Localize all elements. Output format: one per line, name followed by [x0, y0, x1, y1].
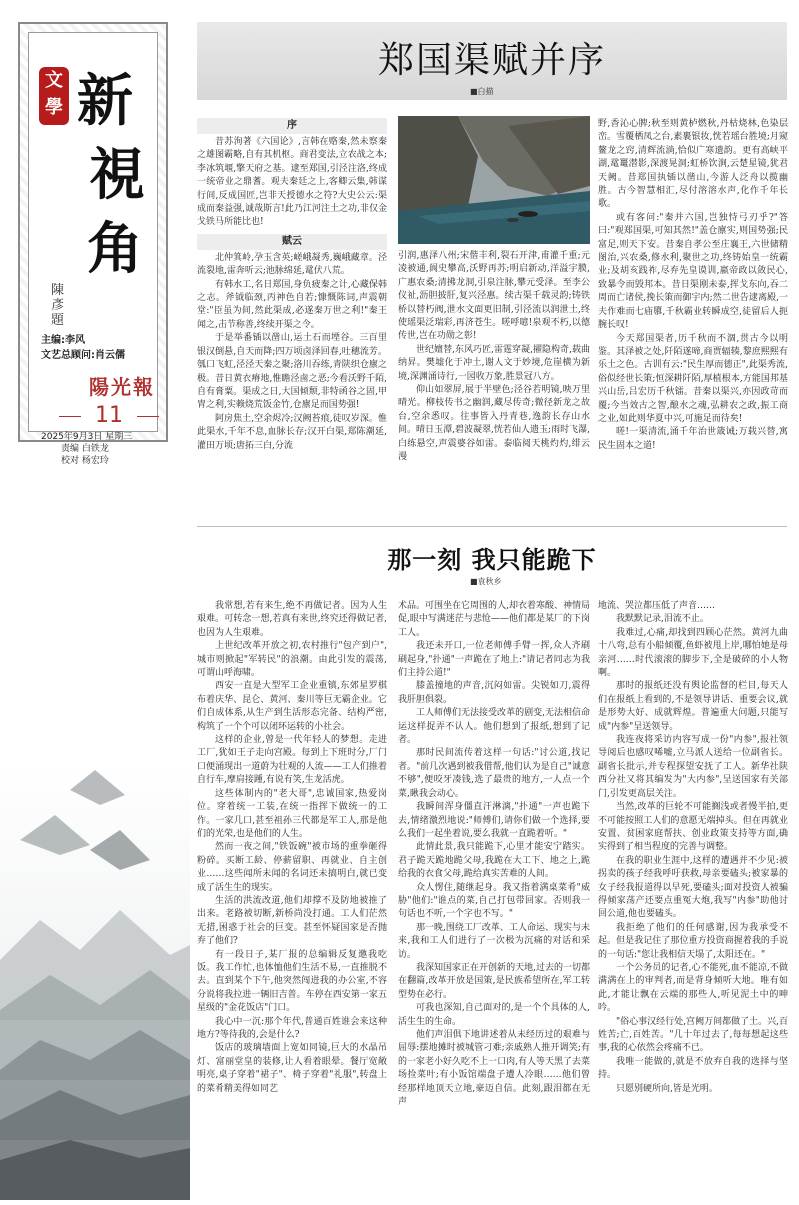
- paragraph: 然而一夜之间,"铁饭碗"被市场的重拳砸得粉碎。买断工龄、停薪留职、再就业、自主创业……这些闻所未闻的名词还未搞明白,就已变成了活生生的现实。: [197, 842, 387, 893]
- paragraph: "俗心事汉经行处,宫阙万间都做了土。兴,百姓苦;亡,百姓苦。"几十年过去了,每每想起这些事,我的心依然会疼痛不已。: [598, 1016, 788, 1054]
- masthead-char: 視: [89, 142, 145, 208]
- paragraph: 地流、哭泣都压低了声音……: [598, 601, 716, 611]
- newspaper-name: 陽光報: [89, 375, 155, 399]
- article2-column-1: [197, 600, 387, 1200]
- paragraph: 在我的职业生涯中,这样的遭遇并不少见:被拐卖的孩子经我呼吁获救,母亲要磕头;被家暴的女子经我报道得以早死,要磕头;面对投资人被骗得倾家荡产还要点重冤大炮,我写"内参"助他讨回公道,他也要磕头。: [598, 855, 788, 920]
- mountain-landscape: [0, 760, 190, 1200]
- article-author: ■袁秋乡: [470, 577, 502, 586]
- ink-landscape-illustration: [0, 760, 190, 1200]
- paragraph: 今天郑国渠者,历千秋而不涸,贯古今以明鉴。其泽被之处,阡陌遂啼,商贾辐辏,黎庶熙熙有乐土之色。古训有云:"民生厚而德正",此渠秀流,俗似经世长策;恒深耕阡陌,厚植根本,方能国邦基兴山岳,吕宏历千秋镭。昔秦以渠兴,亦因政苛而覆;今当效古之智,酿水之魂,弘耕农之政,振工商之业,如此则华夏中兴,可施足而待矣!: [598, 333, 788, 424]
- calligraphy-signature: 陳彥題: [51, 283, 65, 328]
- paragraph: 那时的报纸还没有舆论监督的栏目,每天人们在报纸上看到的,不是领导讲话、重要会议,就是形势大好、成就辉煌。普遍重大问题,只能写成"内参"呈送领导。: [598, 681, 788, 732]
- paragraph: 那时民间流传着这样一句话:"讨公道,找记者。"前几次遇到被我借帮,他们认为是自己"诚意不够",便咬牙凑钱,选了最贵的地方,一人点一个菜,瞅我会动心。: [398, 748, 590, 799]
- article2-column-2: [398, 600, 590, 1200]
- paragraph: 上世纪改革开放之初,农村推行"包产到户",城市则掀起"军转民"的浪潮。由此引发的震荡,可谓山呼海啸。: [197, 641, 387, 679]
- paragraph: 我瞬间浑身僵直汗淋漓,"扑通"一声也跪下去,情绪激烈地说:"师傅们,请你们做一个选择,要么我们一起坐着说,要么我就一直跪着听。": [398, 802, 590, 839]
- chief-editor: 主编:李风: [41, 335, 85, 346]
- paragraph: 野,香沁心脾;秋至则黄栌燃秋,丹枯烧林,色染层峦。雪覆栖凤之台,素裹银妆,恍若瑶台胜境;月窥鳌龙之窍,清辉流淌,恰似广寒遗韵。更有高峡平湖,鼋鼍潜影,深渡晃洞;虹桥饮涧,云楚星镜,犹君天阙。昔郑国执锸以凿山,今游人泛舟以揽幽胜。古今智慧相汇,尽付溶溶水声,化作千年长歌。: [598, 119, 788, 210]
- paragraph: 有一段日子,某厂报的总编辑反复邀我吃饭。我工作忙,也体恤他们生活不易,一直推脱不去。直到某个下午,他突然闯进我的办公室,不容分说将我拉进一辆旧吉普。车停在西安第一家五星级的"金花饭店"门口。: [197, 949, 387, 1014]
- article1-column-3: [598, 118, 788, 526]
- editor-block: [41, 333, 169, 363]
- paragraph: 他们声泪俱下地讲述着从未经历过的艰难与屈辱:摆地摊时被城管刁难;亲戚熟人推开调笑;有的一家老小好久吃不上一口肉,有人等天黑了去菜场捡菜叶;有小饭馆端盘子遭人冷眼……他们曾经那样地顶天立地,豪迈自信。此刻,跟泪都在无声: [398, 1030, 590, 1108]
- badge-char: 學: [45, 97, 63, 118]
- paragraph: 北仲箕岭,孕玉含英;嵯峨凝秀,巍峨藏章。泾流裂地,雷奔听云;池脉绵延,鼋伏八荒。: [197, 252, 387, 277]
- paragraph: 或有客问:"秦并六国,岂独恃弓刃乎?"答曰:"观郑国渠,可知其然!"盖仓廪实,则国势强;民富足,则天下安。昔秦自孝公至庄襄王,六世储精图治,兴农桑,修水利,聚世之功,终铸始皇一统霸业;及胡亥践祚,尽弃先皇谟训,嬴帝政以敛民心,致暴令而毁邦本。昔日渠刚未泰,挥戈东向,吞二周而亡诸侯,挽长策而御宇内;然二世告逮离殿,一夫作难而七庙隳,千秋霸业转瞬成空,徒留后人扼腕长叹!: [598, 212, 788, 331]
- paragraph: 昔苏洵著《六国论》,言韩在赂秦,然未察秦之雄图霸略,自有其机枢。商君变法,立农战之本;李冰筑堰,擎天府之基。逮至郑国,引泾注洛,终成一统帝业之鼎蓍。观夫秦廷之上,客卿云集,韩谋行间,反成国匠,岂非天授德水之符?大史公云:渠成而秦益强,诚哉斯言!此乃江河注土之功,非仅金戈铁马所能比也!: [197, 137, 387, 228]
- paragraph: 有韩水工,名日郑国,身负疲秦之计,心藏保韩之志。斧钺临颈,丙神色自若;慷慨陈词,声震朝堂:"臣虽为间,然此渠成,必遂秦万世之利!"秦王闻之,击节称善,终续开渠之令。: [197, 279, 387, 330]
- section-heading: 赋云: [197, 234, 387, 250]
- page-number: 11: [59, 403, 159, 428]
- paragraph: 那一晚,围绕工厂改革、工人命运、现实与未来,我和工人们进行了一次极为沉痛的对话和采访。: [398, 922, 590, 960]
- masthead-char: 角: [87, 216, 143, 282]
- gorge-photo: [398, 116, 590, 244]
- paragraph: 我常想,若有来生,绝不再做记者。因为人生艰难。可转念一想,若真有来世,终究还得做记者,也因为人生艰难。: [197, 601, 387, 638]
- masthead-char: 新: [77, 68, 133, 134]
- article-title: 郑国渠赋并序: [377, 40, 606, 81]
- badge-char: 文: [45, 70, 63, 91]
- paragraph: 我深知国家正在开创新的天地,过去的一切都在翻篇,改革开放是国策,是民族希望所在,军工转型势在必行。: [398, 962, 590, 1000]
- paragraph: 我唯一能做的,就是不放弃自我的选择与坚持。: [598, 1056, 788, 1081]
- article-title: 那一刻 我只能跪下: [387, 546, 597, 574]
- paragraph: 一个公务员的记者,心不能死,血不能凉,不做满满在上的审判者,而是背身倾听大地。唯有如此,才能让飘在云端的那些人,听见泥土中的呻吟。: [598, 962, 788, 1014]
- masthead-frame: [18, 22, 168, 466]
- paragraph: 引润,惠泽八州;宋偕丰利,裂石开津,甫灌千重;元凌被通,阆史攀高,沃野再苏;明启新动,洋溢宇膜,广惠农桑;清拂龙洞,引泉注脉,攀元受泽。至李公仪祉,沥胆披肝,复兴泾惠。续古渠千载灵韵;铸铁桥以替朽阀,泄水文面更旧制,引泾流以润泄土,终使瑶渠泛瑞彩,再济苍生。嗟呼噫!泉观不朽,以德传世,岂在功勋之彰!: [398, 251, 590, 342]
- article1-column-2: [398, 250, 590, 526]
- paragraph: 膝盖撞地的声音,沉闷如雷。尖锐如刀,震得我肝胆俱裂。: [398, 681, 590, 705]
- paragraph: 当然,改革的巨轮不可能搁浅或者慢半拍,更不可能按照工人们的意愿无端掉头。但在再就业安置、贫困家庭帮扶、创业政策支持等方面,确实得到了相当程度的完善与调整。: [598, 802, 788, 853]
- paragraph: 我连夜将采访内容写成一份"内参",报社领导阅后也感叹唏嘘,立马派人送给一位副省长。副省长批示,并专程探望安抚了工人。新华社陕西分社又将其编发为"大内参",呈送国家有关部门,引发更高层关注。: [598, 735, 788, 799]
- section-divider: [197, 526, 787, 527]
- paragraph: 这样的企业,曾是一代年轻人的梦想。走进工厂,犹如王子走向宫殿。每到上下班时分,厂门口便涌现出一道蔚为壮观的人流——工人们推着自行车,摩肩接踵,有说有笑,生龙活虎。: [197, 735, 387, 786]
- paragraph: 我还未开口,一位老师傅手臂一挥,众人齐刷刷起身,"扑通"一声跪在了地上:"请记者同志为我们主持公道!": [398, 641, 590, 679]
- paragraph: 饭店的玻璃墙面上宽如同镜,巨大的水晶吊灯、富丽堂皇的装修,让人看着眼晕。餐厅宽敞明亮,桌子穿着"裙子"、椅子穿着"礼服",转盘上的菜肴精美得如同艺: [197, 1043, 387, 1094]
- paragraph: 于是举番锸以凿山,运土石而堙谷。三百里银汉倒悬,自天而降;四万顷卤泽回春,吐穗流芳。瓠口飞虹,泾泾天秦之聚;洛川吞练,青陕织仓廪之极。昔日黄衣瘠地,惟瞻泾鹵之恶;今看沃野千陌,自有膏粟。渠成之日,大国倾颓,非特函谷之固,甲胄之利,实赖烧荒饭金竹,仓廪足而国势强!: [197, 333, 387, 411]
- paragraph: 阿房焦土,空余烬冷;汉阙苔痕,徒叹岁深。惟此渠水,千年不息,血脉长存;汉开白渠,郑陈潮延,灌田万顷;唐拓三白,分流: [197, 413, 387, 451]
- paragraph: 此情此景,我只能跪下,心里才能安宁踏实。君子跪天跪地跪父母,我跪在大工下、地之上,跪给我的衣食父母,跪给真实苦难的人间。: [398, 842, 590, 880]
- section-heading: 序: [197, 118, 387, 134]
- paragraph: 我心中一沉:那个年代,普通百姓谁会来这种地方?等待我的,会是什么?: [197, 1016, 387, 1040]
- column-badge: [39, 67, 69, 125]
- gorge-illustration: [398, 116, 590, 244]
- issue-date: 2025年9月3日 星期三: [41, 432, 133, 442]
- paragraph: 嗟!一渠清流,涌千年治世箴诫;万载兴替,寓民生固本之道!: [598, 427, 788, 451]
- paragraph: 这些体制内的"老大哥",忠诚国家,热爱岗位。穿着统一工装,在统一指挥下做统一的工作。一家几口,甚至祖孙三代都是军工人,那是他们的光荣,也是他们的人生。: [197, 788, 387, 839]
- article1-column-1: [197, 118, 387, 526]
- paragraph: 生活的洪流改道,他们却撑不及防地被推了出来。老路被切断,新桥尚没打通。工人们茫然无措,困惑于社会的巨变。甚至怀疑国家是否抛弃了他们?: [197, 895, 387, 947]
- paragraph: 世纪嬗替,东风巧匠,雷霆穿凝,擢隐构奇,载曲纳昇。樊墟化于冲土,谢人文于妙境,危崖横为新境,深渊涌诗行,一园收万象,胜景冠八方。: [398, 344, 590, 382]
- article2-column-3: [598, 600, 788, 1200]
- paragraph: 众人愣住,随继起身。我又指着满桌菜肴"威胁"他们:"谁点的菜,自己打包带回家。否则我一句话也不听,一个字也不写。": [398, 882, 590, 920]
- paragraph: 术品。可围坐在它周围的人,却衣着寒酸、神情局促,眼中写满迷茫与悲怆——他们都是某厂的下岗工人。: [398, 601, 590, 638]
- art-advisor: 文艺总顾问:肖云儒: [41, 350, 125, 361]
- duty-editor: 责编 白铁龙: [61, 444, 109, 454]
- paragraph: 我难过,心痛,却找到四顾心茫然。黄河九曲十八弯,总有小船倾覆,鱼虾被甩上岸,哪怕她是母亲河……时代滚滚的脚步下,全是破碎的小人物啊。: [598, 627, 788, 679]
- paragraph: 只愿别硬所向,皆是光明。: [616, 1083, 718, 1094]
- paragraph: 我拒绝了他们的任何感谢,因为我承受不起。但是我记住了那位重方投资商握着我的手说的一句话:"您让我相信天塌了,太阳还在。": [598, 922, 788, 960]
- paragraph: 可我也深知,自己面对的,是一个个具体的人,活生生的生命。: [398, 1003, 590, 1027]
- paragraph: 我默默记录,泪流不止。: [616, 614, 709, 625]
- proofreader: 校对 杨宏玲: [61, 456, 109, 466]
- issue-info: [41, 431, 171, 467]
- article-author: ■白描: [470, 87, 494, 96]
- masthead-inner: [28, 32, 158, 466]
- paragraph: 西安一直是大型军工企业重镇,东郊星罗棋布着庆华、昆仑、黄河、秦川等巨无霸企业。它们自成体系,从生产到生活形态完备、结构严密,构筑了一个个可以闭环运转的小社会。: [197, 681, 387, 732]
- paragraph: 仰山如翠屏,展于半壁色;泾谷若明镜,映万里晴光。柳枝传书之幽润,藏尽传奇;微径新龙之故台,空余悉叹。往事皆入丹青巷,逸韵长存山水间。晴日玉潭,碧波凝翠,恍若仙人遗玉;雨时飞瀑,白练悬空,声震婆谷如雷。泰临阅天桃灼灼,绯云漫: [398, 385, 590, 463]
- paragraph: 工人师傅们无法接受改革的剧变,无法相信命运这样捉弄不认人。他们想到了报纸,想到了记者。: [398, 708, 590, 746]
